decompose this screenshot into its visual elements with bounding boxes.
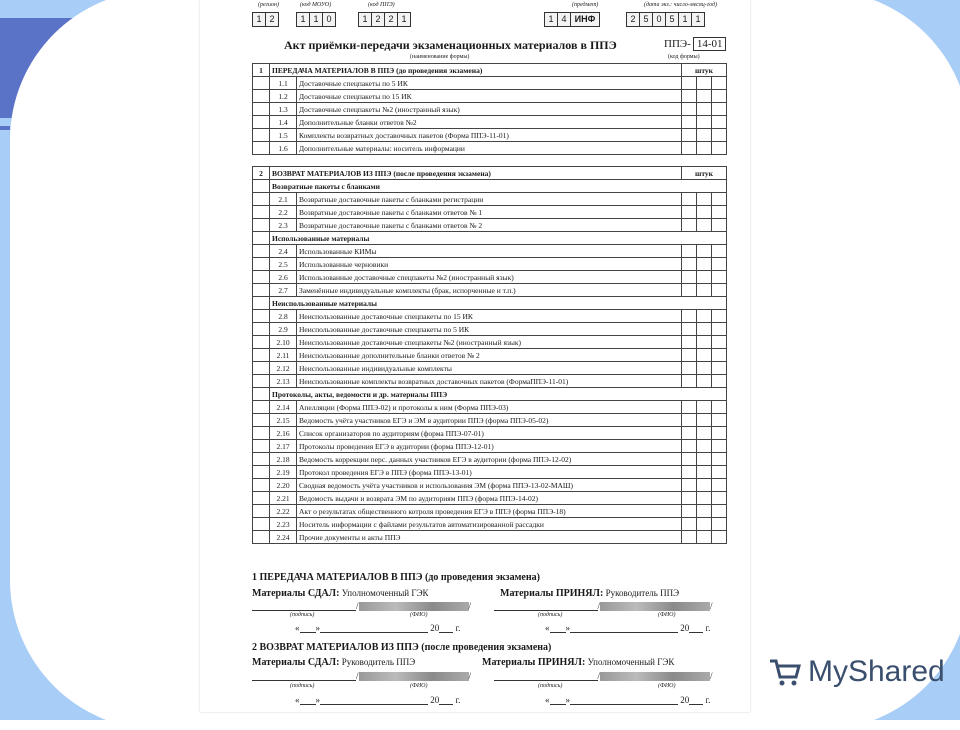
qty-cell xyxy=(697,245,712,258)
row-number: 2.8 xyxy=(270,310,297,323)
row-text: Дополнительные материалы: носитель информации xyxy=(297,142,682,155)
qty-cell xyxy=(712,466,727,479)
row-text: Неиспользованные доставочные спецпакеты по 5 ИК xyxy=(297,323,682,336)
row-number: 2.18 xyxy=(270,453,297,466)
date-boxes: 2 5 0 5 1 1 xyxy=(626,12,704,27)
row-text: Использованные доставочные спецпакеты №2 (иностранный язык) xyxy=(297,271,682,284)
row-text: Использованные КИМы xyxy=(297,245,682,258)
subject-boxes: 1 4 ИНФ xyxy=(544,12,599,27)
qty-cell xyxy=(712,414,727,427)
row-number: 1.1 xyxy=(270,77,297,90)
qty-cell xyxy=(712,245,727,258)
fio-note: (ФИО) xyxy=(658,612,676,618)
qty-cell xyxy=(697,193,712,206)
sig-block2-date-took: « » 20 г. xyxy=(545,695,711,705)
qty-cell xyxy=(712,142,727,155)
qty-cell xyxy=(712,219,727,232)
table-row xyxy=(253,103,727,116)
qty-cell xyxy=(712,531,727,544)
table-row xyxy=(253,310,727,323)
row-text: Список организаторов по аудиториям (форма ППЭ-07-01) xyxy=(297,427,682,440)
form-name-note: (наименование формы) xyxy=(410,54,470,60)
qty-cell xyxy=(712,362,727,375)
qty-cell xyxy=(712,284,727,297)
qty-cell xyxy=(682,518,697,531)
qty-cell xyxy=(682,479,697,492)
row-number: 2.6 xyxy=(270,271,297,284)
qty-cell xyxy=(712,116,727,129)
sig-block2-lines: / / / / xyxy=(252,670,713,681)
table-row xyxy=(253,77,727,90)
section-title: ВОЗВРАТ МАТЕРИАЛОВ ИЗ ППЭ (после проведения экзамена) xyxy=(270,167,682,180)
group-title: Протоколы, акты, ведомости и др. материалы ППЭ xyxy=(270,388,727,401)
qty-cell xyxy=(712,440,727,453)
qty-cell xyxy=(697,219,712,232)
qty-cell xyxy=(682,336,697,349)
row-text: Неиспользованные доставочные спецпакеты №2 (иностранный язык) xyxy=(297,336,682,349)
table-row xyxy=(253,349,727,362)
sig-block1-date-took: « » 20 г. xyxy=(545,623,711,633)
row-text: Дополнительные бланки ответов №2 xyxy=(297,116,682,129)
qty-cell xyxy=(682,375,697,388)
sig-block1-lines: / / / / xyxy=(252,600,713,611)
table-row xyxy=(253,206,727,219)
row-number: 2.19 xyxy=(270,466,297,479)
row-text: Носитель информации с файлами результатов автоматизированной рассадки xyxy=(297,518,682,531)
row-text: Доставочные спецпакеты №2 (иностранный язык) xyxy=(297,103,682,116)
sign-note: (подпись) xyxy=(538,612,563,618)
sig-block2-gave: Материалы СДАЛ: Руководитель ППЭ xyxy=(252,657,416,668)
table-row xyxy=(253,453,727,466)
qty-cell xyxy=(712,453,727,466)
qty-cell xyxy=(697,414,712,427)
row-text: Акт о результатах общественного котроля проведения ЕГЭ в ППЭ (форма ППЭ-18) xyxy=(297,505,682,518)
table-row xyxy=(253,336,727,349)
table-row xyxy=(253,323,727,336)
row-text: Неиспользованные индивидуальные комплекты xyxy=(297,362,682,375)
qty-cell xyxy=(697,284,712,297)
row-text: Прочие документы и акты ППЭ xyxy=(297,531,682,544)
qty-cell xyxy=(682,505,697,518)
ppe-boxes: 1 2 2 1 xyxy=(358,12,410,27)
qty-cell xyxy=(682,193,697,206)
qty-cell xyxy=(712,336,727,349)
ppe-code-label: (код ППЭ) xyxy=(368,2,395,8)
qty-cell xyxy=(697,142,712,155)
qty-cell xyxy=(697,116,712,129)
qty-cell xyxy=(682,349,697,362)
group-row xyxy=(253,297,727,310)
qty-cell xyxy=(712,401,727,414)
row-text: Возвратные доставочные пакеты с бланками ответов № 1 xyxy=(297,206,682,219)
form-title: Акт приёмки-передачи экзаменационных материалов в ППЭ xyxy=(284,38,617,52)
form-code: ППЭ- 14-01 xyxy=(664,37,726,51)
sig-block2-title: 2 ВОЗВРАТ МАТЕРИАЛОВ ИЗ ППЭ (после проведения экзамена) xyxy=(252,642,552,653)
qty-cell xyxy=(712,129,727,142)
qty-cell xyxy=(682,531,697,544)
qty-cell xyxy=(682,103,697,116)
qty-cell xyxy=(697,258,712,271)
qty-cell xyxy=(682,362,697,375)
table-row xyxy=(253,401,727,414)
qty-cell xyxy=(712,193,727,206)
row-number: 2.12 xyxy=(270,362,297,375)
subject-label: (предмет) xyxy=(572,2,599,8)
table-row xyxy=(253,479,727,492)
qty-cell xyxy=(682,310,697,323)
table-row xyxy=(253,219,727,232)
table-row xyxy=(253,271,727,284)
qty-cell xyxy=(697,103,712,116)
fio-note: (ФИО) xyxy=(410,683,428,689)
qty-cell xyxy=(697,440,712,453)
qty-cell xyxy=(712,479,727,492)
row-text: Комплекты возвратных доставочных пакетов (Форма ППЭ-11-01) xyxy=(297,129,682,142)
sig-block1-title: 1 ПЕРЕДАЧА МАТЕРИАЛОВ В ППЭ (до проведения экзамена) xyxy=(252,572,540,583)
row-number: 2.17 xyxy=(270,440,297,453)
section-title: ПЕРЕДАЧА МАТЕРИАЛОВ В ППЭ (до проведения экзамена) xyxy=(270,64,682,77)
fio-note: (ФИО) xyxy=(658,683,676,689)
table-row xyxy=(253,90,727,103)
section1-header xyxy=(253,64,727,77)
table-row xyxy=(253,505,727,518)
row-number: 1.4 xyxy=(270,116,297,129)
row-text: Заменённые индивидуальные комплекты (брак, испорченные и т.п.) xyxy=(297,284,682,297)
qty-cell xyxy=(697,362,712,375)
row-number: 1.3 xyxy=(270,103,297,116)
qty-cell xyxy=(697,375,712,388)
table-row xyxy=(253,518,727,531)
qty-cell xyxy=(697,401,712,414)
group-row xyxy=(253,232,727,245)
qty-cell xyxy=(712,518,727,531)
qty-cell xyxy=(682,77,697,90)
sign-note: (подпись) xyxy=(290,683,315,689)
row-number: 2.4 xyxy=(270,245,297,258)
row-number: 2.21 xyxy=(270,492,297,505)
qty-cell xyxy=(697,206,712,219)
table-row xyxy=(253,193,727,206)
qty-cell xyxy=(712,375,727,388)
qty-header: штук xyxy=(682,64,727,77)
sign-note: (подпись) xyxy=(290,612,315,618)
qty-cell xyxy=(682,219,697,232)
row-number: 2.7 xyxy=(270,284,297,297)
row-text: Протоколы проведения ЕГЭ в аудитории (форма ППЭ-12-01) xyxy=(297,440,682,453)
row-number: 2.13 xyxy=(270,375,297,388)
sig-block1-gave: Материалы СДАЛ: Уполномоченный ГЭК xyxy=(252,588,429,599)
row-text: Ведомость коррекции перс. данных участников ЕГЭ в аудитории (форма ППЭ-12-02) xyxy=(297,453,682,466)
qty-cell xyxy=(712,349,727,362)
qty-cell xyxy=(682,440,697,453)
section-number: 2 xyxy=(253,167,270,180)
qty-cell xyxy=(697,505,712,518)
row-text: Протокол проведения ЕГЭ в ППЭ (форма ППЭ-13-01) xyxy=(297,466,682,479)
qty-cell xyxy=(697,90,712,103)
section2-table xyxy=(252,166,727,544)
qty-cell xyxy=(682,323,697,336)
row-number: 2.3 xyxy=(270,219,297,232)
table-row xyxy=(253,116,727,129)
group-title: Неиспользованные материалы xyxy=(270,297,727,310)
table-row xyxy=(253,440,727,453)
qty-cell xyxy=(712,90,727,103)
qty-cell xyxy=(712,427,727,440)
sign-note: (подпись) xyxy=(538,683,563,689)
row-text: Возвратные доставочные пакеты с бланками регистрации xyxy=(297,193,682,206)
scanned-document xyxy=(200,0,750,712)
table-row xyxy=(253,531,727,544)
date-label: (дата экз.: число-месяц-год) xyxy=(644,2,718,8)
row-text: Возвратные доставочные пакеты с бланками ответов № 2 xyxy=(297,219,682,232)
region-boxes: 1 2 xyxy=(252,12,278,27)
qty-cell xyxy=(712,492,727,505)
qty-cell xyxy=(712,271,727,284)
qty-cell xyxy=(697,453,712,466)
row-text: Доставочные спецпакеты по 15 ИК xyxy=(297,90,682,103)
row-text: Неиспользованные комплекты возвратных доставочных пакетов (ФормаППЭ-11-01) xyxy=(297,375,682,388)
qty-cell xyxy=(682,492,697,505)
table-row xyxy=(253,129,727,142)
qty-cell xyxy=(697,518,712,531)
qty-cell xyxy=(682,401,697,414)
qty-cell xyxy=(682,90,697,103)
qty-cell xyxy=(712,323,727,336)
row-number: 2.22 xyxy=(270,505,297,518)
qty-cell xyxy=(682,453,697,466)
table-row xyxy=(253,492,727,505)
row-text: Неиспользованные доставочные спецпакеты по 15 ИК xyxy=(297,310,682,323)
row-number: 2.1 xyxy=(270,193,297,206)
row-number: 2.24 xyxy=(270,531,297,544)
qty-header: штук xyxy=(682,167,727,180)
qty-cell xyxy=(697,492,712,505)
qty-cell xyxy=(712,103,727,116)
row-number: 2.11 xyxy=(270,349,297,362)
qty-cell xyxy=(682,116,697,129)
row-text: Ведомость учёта участников ЕГЭ и ЭМ в аудитории ППЭ (форма ППЭ-05-02) xyxy=(297,414,682,427)
sig-block1-took: Материалы ПРИНЯЛ: Руководитель ППЭ xyxy=(500,588,680,599)
qty-cell xyxy=(697,323,712,336)
qty-cell xyxy=(682,414,697,427)
group-title: Использованные материалы xyxy=(270,232,727,245)
group-row xyxy=(253,388,727,401)
section1-table xyxy=(252,63,727,155)
row-number: 2.10 xyxy=(270,336,297,349)
qty-cell xyxy=(682,129,697,142)
row-text: Ведомость выдачи и возврата ЭМ по аудиториям ППЭ (форма ППЭ-14-02) xyxy=(297,492,682,505)
qty-cell xyxy=(697,479,712,492)
qty-cell xyxy=(682,427,697,440)
qty-cell xyxy=(712,206,727,219)
row-number: 2.9 xyxy=(270,323,297,336)
table-row xyxy=(253,258,727,271)
qty-cell xyxy=(682,271,697,284)
row-text: Сводная ведомость учёта участников и использования ЭМ (форма ППЭ-13-02-МАШ) xyxy=(297,479,682,492)
qty-cell xyxy=(682,206,697,219)
table-row xyxy=(253,427,727,440)
qty-cell xyxy=(682,284,697,297)
row-number: 2.16 xyxy=(270,427,297,440)
group-row xyxy=(253,180,727,193)
qty-cell xyxy=(697,336,712,349)
group-title: Возвратные пакеты с бланками xyxy=(270,180,727,193)
row-number: 2.2 xyxy=(270,206,297,219)
qty-cell xyxy=(697,466,712,479)
table-row xyxy=(253,245,727,258)
fio-note: (ФИО) xyxy=(410,612,428,618)
row-number: 1.2 xyxy=(270,90,297,103)
sig-block2-date-gave: « » 20 г. xyxy=(295,695,461,705)
qty-cell xyxy=(697,310,712,323)
sig-block2-took: Материалы ПРИНЯЛ: Уполномоченный ГЭК xyxy=(482,657,675,668)
form-code-note: (код формы) xyxy=(668,54,700,60)
row-text: Использованные черновики xyxy=(297,258,682,271)
row-number: 2.5 xyxy=(270,258,297,271)
qty-cell xyxy=(712,310,727,323)
row-number: 2.14 xyxy=(270,401,297,414)
qty-cell xyxy=(682,142,697,155)
qty-cell xyxy=(697,271,712,284)
row-text: Апелляции (Форма ППЭ-02) и протоколы к ним (Форма ППЭ-03) xyxy=(297,401,682,414)
row-text: Доставочные спецпакеты по 5 ИК xyxy=(297,77,682,90)
row-text: Неиспользованные дополнительные бланки ответов № 2 xyxy=(297,349,682,362)
qty-cell xyxy=(682,466,697,479)
mouo-boxes: 1 1 0 xyxy=(296,12,335,27)
qty-cell xyxy=(682,258,697,271)
qty-cell xyxy=(697,77,712,90)
table-row xyxy=(253,375,727,388)
row-number: 1.5 xyxy=(270,129,297,142)
mouo-label: (код МОУО) xyxy=(300,2,332,8)
decorative-dark-line xyxy=(0,126,10,130)
qty-cell xyxy=(712,505,727,518)
table-row xyxy=(253,284,727,297)
row-number: 1.6 xyxy=(270,142,297,155)
qty-cell xyxy=(712,77,727,90)
table-row xyxy=(253,414,727,427)
qty-cell xyxy=(697,129,712,142)
row-number: 2.20 xyxy=(270,479,297,492)
sig-block1-date-gave: « » 20 г. xyxy=(295,623,461,633)
table-row xyxy=(253,362,727,375)
row-number: 2.15 xyxy=(270,414,297,427)
section-number: 1 xyxy=(253,64,270,77)
region-label: (регион) xyxy=(258,2,279,8)
row-number: 2.23 xyxy=(270,518,297,531)
shopping-cart-icon xyxy=(768,657,802,687)
section2-header xyxy=(253,167,727,180)
qty-cell xyxy=(697,427,712,440)
qty-cell xyxy=(712,258,727,271)
qty-cell xyxy=(697,531,712,544)
qty-cell xyxy=(697,349,712,362)
myshared-logo: MyShared xyxy=(768,655,945,689)
table-row xyxy=(253,142,727,155)
qty-cell xyxy=(682,245,697,258)
table-row xyxy=(253,466,727,479)
